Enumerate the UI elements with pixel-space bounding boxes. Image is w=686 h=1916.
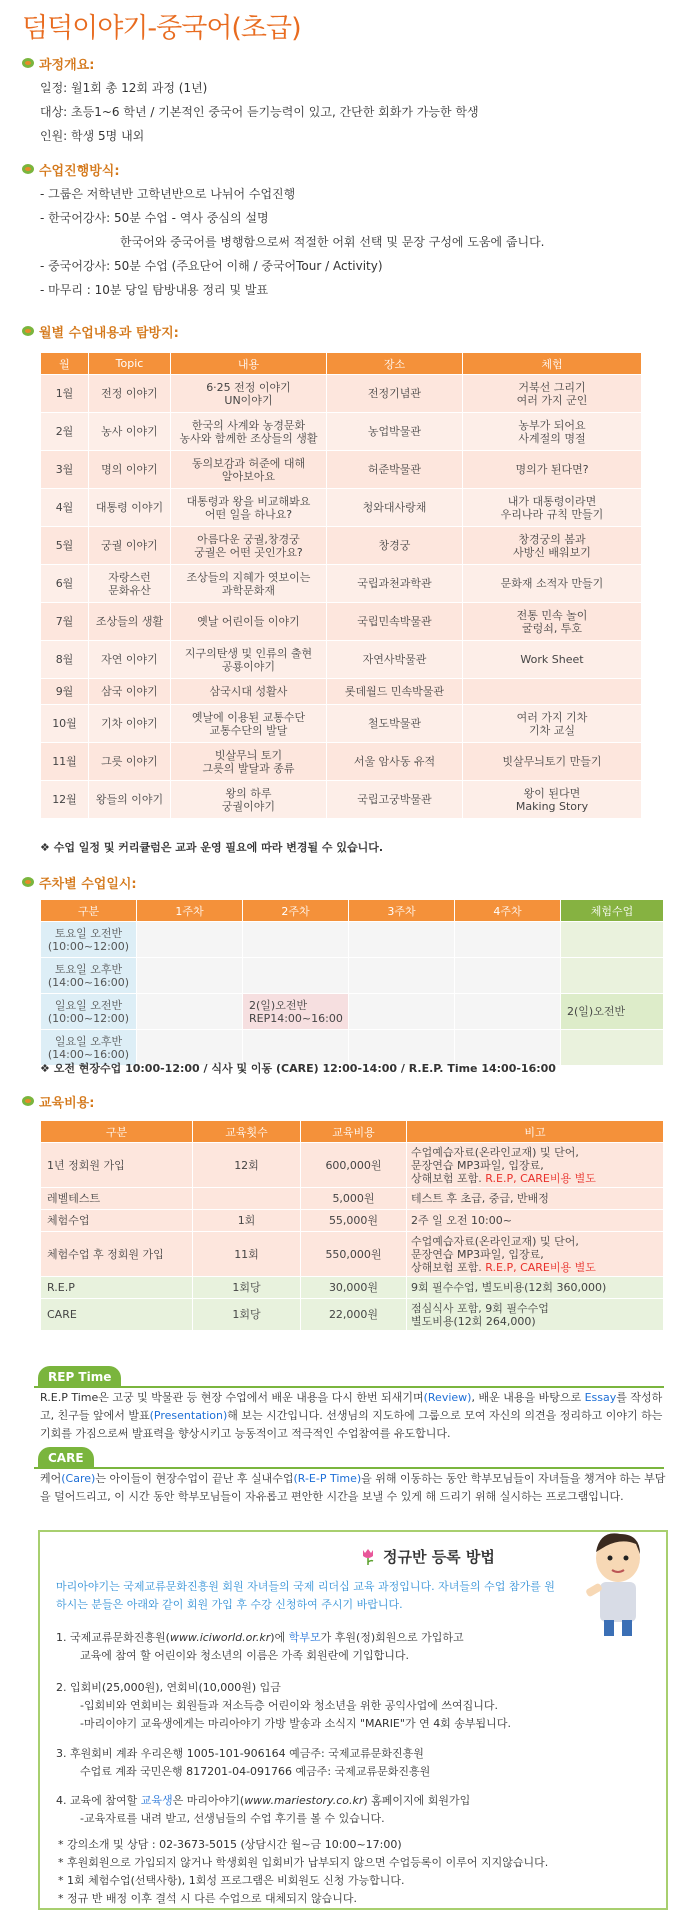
table-cell — [137, 922, 243, 958]
cost-section — [22, 1092, 94, 1110]
table-row — [41, 451, 642, 489]
care-paragraph: 케어(Care)는 아이들이 현장수업이 끝난 후 실내수업(R-E-P Time)을 위해 이동하는 동안 학부모님들이 자녀들을 챙겨야 하는 부담을 덜어드리고, 이 시간 동안 학부모님들이 자유롭고 편안한 시간을 보낼 수 있게 해 드리기 위해 실시하는 프로그램입니다. — [40, 1472, 666, 1503]
table-cell: 전정기념관 — [327, 375, 463, 413]
table-cell: 수업예습자료(온라인교재) 및 단어, 문장연습 MP3파일, 입장료, 상해보험 포함. R.E.P, CARE비용 별도 — [407, 1143, 664, 1188]
table-row — [41, 489, 642, 527]
table-row — [41, 679, 642, 705]
table-cell: 거북선 그리기 여러 가지 군인 — [463, 375, 642, 413]
table-header: 구분 — [41, 900, 137, 922]
table-cell: 롯데월드 민속박물관 — [327, 679, 463, 705]
table-cell: 농사 이야기 — [89, 413, 171, 451]
table-cell: 2(일)오전반 — [561, 994, 664, 1030]
table-header: 3주차 — [349, 900, 455, 922]
table-cell: 2월 — [41, 413, 89, 451]
registration-step-2: 2. 입회비(25,000원), 연회비(10,000원) 입금 -입회비와 연회비는 회원들과 저소득층 어린이와 청소년을 위한 공익사업에 쓰여집니다. -마리이야기 교육생에게는 마리아야기 가방 발송과 소식지 "MARIE"가 연 4회 송부됩니다. — [56, 1681, 511, 1730]
note-item: * 정규 반 배정 이후 결석 시 다른 수업으로 대체되지 않습니다. — [58, 1892, 357, 1905]
table-cell — [243, 958, 349, 994]
bullet-icon — [22, 1096, 34, 1106]
table-cell: 전정 이야기 — [89, 375, 171, 413]
table-row — [41, 958, 664, 994]
bullet-icon — [22, 164, 34, 174]
table-cell: 동의보감과 허준에 대해 알아보아요 — [171, 451, 327, 489]
table-cell: 일요일 오후반 (14:00~16:00) — [41, 1030, 137, 1066]
table-cell: 5,000원 — [301, 1188, 407, 1210]
table-cell: 3월 — [41, 451, 89, 489]
method-section — [22, 160, 545, 302]
table-row — [41, 781, 642, 819]
care-label: CARE — [38, 1447, 94, 1469]
weekly-section — [22, 873, 137, 891]
table-cell: 삼국시대 성활사 — [171, 679, 327, 705]
table-cell: 빗살무늬 토기 그릇의 발달과 종류 — [171, 743, 327, 781]
table-cell — [463, 679, 642, 705]
table-cell — [455, 958, 561, 994]
boy-illustration-icon — [576, 1528, 656, 1638]
method-line: - 한국어강사: 50분 수업 - 역사 중심의 설명 — [40, 211, 269, 225]
table-row — [41, 994, 664, 1030]
table-cell — [137, 958, 243, 994]
table-header: 장소 — [327, 353, 463, 375]
table-header: 1주차 — [137, 900, 243, 922]
overview-line: 대상: 초등1~6 학년 / 기본적인 중국어 듣기능력이 있고, 간단한 회화가 가능한 학생 — [40, 105, 479, 119]
note-item: * 1회 체험수업(선택사항), 1회성 프로그램은 비회원도 신청 가능합니다. — [58, 1874, 405, 1887]
table-cell: 아름다운 궁궐,창경궁 궁궐은 어떤 곳인가요? — [171, 527, 327, 565]
table-cell: 1회당 — [193, 1277, 301, 1299]
table-cell — [243, 922, 349, 958]
table-cell: 자연사박물관 — [327, 641, 463, 679]
weekly-heading: 주차별 수업일시: — [39, 876, 137, 892]
table-header: 내용 — [171, 353, 327, 375]
overview-section — [22, 54, 479, 148]
method-line: 한국어와 중국어를 병행함으로써 적절한 어휘 선택 및 문장 구성에 도움에 줍니다. — [120, 235, 545, 249]
note-item: * 후원회원으로 가입되지 않거나 학생회원 입회비가 납부되지 않으면 수업등록이 이루어 지지않습니다. — [58, 1856, 549, 1869]
table-cell: 철도박물관 — [327, 705, 463, 743]
table-cell: 일요일 오전반 (10:00~12:00) — [41, 994, 137, 1030]
table-cell: 55,000원 — [301, 1210, 407, 1232]
registration-title: 정규반 등록 방법 — [383, 1548, 495, 1566]
table-cell: 토요일 오전반 (10:00~12:00) — [41, 922, 137, 958]
table-cell: 창경궁의 봄과 사방신 배워보기 — [463, 527, 642, 565]
table-cell: 2주 일 오전 10:00~ — [407, 1210, 664, 1232]
table-row — [41, 413, 642, 451]
table-cell: 국립고궁박물관 — [327, 781, 463, 819]
table-cell: 8월 — [41, 641, 89, 679]
weekly-table — [40, 899, 664, 1066]
table-row — [41, 705, 642, 743]
table-cell — [349, 994, 455, 1030]
registration-step-3: 3. 후원회비 계좌 우리은행 1005-101-906164 예금주: 국제교류문화진흥원 수업료 계좌 국민은행 817201-04-091766 예금주: 국제교류문화진흥원 — [56, 1747, 431, 1778]
table-row — [41, 527, 642, 565]
table-cell: 궁궐 이야기 — [89, 527, 171, 565]
table-cell: Work Sheet — [463, 641, 642, 679]
monthly-note: ❖ 수업 일정 및 커리큘럼은 교과 운영 필요에 따라 변경될 수 있습니다. — [40, 841, 384, 854]
table-cell: 지구의탄생 및 인류의 출현 공룡이야기 — [171, 641, 327, 679]
table-cell: 11회 — [193, 1232, 301, 1277]
bullet-icon — [22, 326, 34, 336]
table-header: 2주차 — [243, 900, 349, 922]
divider — [34, 1386, 664, 1388]
table-cell: 1월 — [41, 375, 89, 413]
page-title: 덤덕이야기-중국어(초급) — [22, 13, 301, 44]
table-cell: 조상들의 지혜가 엿보이는 과학문화재 — [171, 565, 327, 603]
table-cell: 청와대사랑채 — [327, 489, 463, 527]
table-row — [41, 1277, 664, 1299]
table-cell: 내가 대통령이라면 우리나라 규칙 만들기 — [463, 489, 642, 527]
table-cell: 7월 — [41, 603, 89, 641]
table-cell: 1년 정회원 가입 — [41, 1143, 193, 1188]
table-cell: 레벨테스트 — [41, 1188, 193, 1210]
table-cell — [349, 958, 455, 994]
table-cell: 1회 — [193, 1210, 301, 1232]
table-row — [41, 743, 642, 781]
table-cell: 5월 — [41, 527, 89, 565]
table-cell: 6월 — [41, 565, 89, 603]
table-cell: 점심식사 포함, 9회 필수수업 별도비용(12회 264,000) — [407, 1299, 664, 1331]
bullet-icon — [22, 877, 34, 887]
table-cell: 서울 암사동 유적 — [327, 743, 463, 781]
table-cell: 9월 — [41, 679, 89, 705]
table-header: 체험수업 — [561, 900, 664, 922]
table-cell — [561, 922, 664, 958]
tulip-icon — [360, 1548, 376, 1566]
table-cell: 명의가 된다면? — [463, 451, 642, 489]
method-line: - 중국어강사: 50분 수업 (주요단어 이해 / 중국어Tour / Activity) — [40, 259, 383, 273]
table-cell: 체험수업 후 정회원 가입 — [41, 1232, 193, 1277]
table-cell: 허준박물관 — [327, 451, 463, 489]
table-cell: 기차 이야기 — [89, 705, 171, 743]
table-cell: 30,000원 — [301, 1277, 407, 1299]
table-cell — [193, 1188, 301, 1210]
overview-line: 인원: 학생 5명 내외 — [40, 129, 145, 143]
table-row — [41, 1210, 664, 1232]
table-row — [41, 1188, 664, 1210]
table-cell: 체험수업 — [41, 1210, 193, 1232]
table-cell: 조상들의 생활 — [89, 603, 171, 641]
table-cell: 국립민속박물관 — [327, 603, 463, 641]
table-cell — [349, 922, 455, 958]
table-cell: 자랑스런 문화유산 — [89, 565, 171, 603]
table-row — [41, 1232, 664, 1277]
table-header: 4주차 — [455, 900, 561, 922]
note-item: * 강의소개 및 상담 : 02-3673-5015 (상담시간 월~금 10:00~17:00) — [58, 1838, 402, 1851]
table-cell: 11월 — [41, 743, 89, 781]
rep-time-label: REP Time — [38, 1366, 121, 1388]
table-cell: 대통령과 왕을 비교해봐요 어떤 일을 하나요? — [171, 489, 327, 527]
table-header: 월 — [41, 353, 89, 375]
table-cell: 농업박물관 — [327, 413, 463, 451]
table-cell: 왕이 된다면 Making Story — [463, 781, 642, 819]
table-cell — [455, 994, 561, 1030]
table-row — [41, 565, 642, 603]
table-header: 체험 — [463, 353, 642, 375]
table-cell: 12월 — [41, 781, 89, 819]
table-row — [41, 641, 642, 679]
rep-paragraph: R.E.P Time은 고궁 및 박물관 등 현장 수업에서 배운 내용을 다시 한번 되새기며(Review), 배운 내용을 바탕으로 Essay를 작성하고, 친구들 앞에서 발표(Presentation)해 보는 시간입니다. 선생님의 지도하에 그룹으로 모여 자신의 의견을 정리하고 이야기 하는 기회를 가짐으로써 발표력을 향상시키고 능동적이고 적극적인 수업참여를 유도합니다. — [40, 1391, 663, 1440]
table-cell: 왕의 하루 궁궐이야기 — [171, 781, 327, 819]
overview-line: 일정: 월1회 총 12회 과정 (1년) — [40, 81, 208, 95]
table-cell — [455, 922, 561, 958]
table-cell: 창경궁 — [327, 527, 463, 565]
table-cell: 전통 민속 놀이 굴렁쇠, 투호 — [463, 603, 642, 641]
table-row — [41, 1143, 664, 1188]
table-cell — [561, 1030, 664, 1066]
table-cell: 테스트 후 초급, 중급, 반배정 — [407, 1188, 664, 1210]
divider — [34, 1467, 664, 1469]
table-row — [41, 603, 642, 641]
table-cell: 그릇 이야기 — [89, 743, 171, 781]
bullet-icon — [22, 58, 34, 68]
table-cell: 빗살무늬토기 만들기 — [463, 743, 642, 781]
table-cell: 옛날 어린이들 이야기 — [171, 603, 327, 641]
table-cell: 삼국 이야기 — [89, 679, 171, 705]
table-row — [41, 375, 642, 413]
table-row — [41, 922, 664, 958]
table-cell: 1회당 — [193, 1299, 301, 1331]
table-cell: 명의 이야기 — [89, 451, 171, 489]
monthly-section — [22, 322, 179, 340]
cost-heading: 교육비용: — [39, 1095, 95, 1111]
table-cell: 자연 이야기 — [89, 641, 171, 679]
registration-step-1: 1. 국제교류문화진흥원(www.iciworld.or.kr)에 학부모가 후원(정)회원으로 가입하고 교육에 참여 할 어린이와 청소년의 이름은 가족 회원란에 기입합니다. — [56, 1631, 464, 1662]
table-cell: 2(일)오전반 REP14:00~16:00 — [243, 994, 349, 1030]
method-line: - 그룹은 저학년반 고학년반으로 나뉘어 수업진행 — [40, 187, 296, 201]
method-heading: 수업진행방식: — [39, 163, 120, 179]
table-cell: R.E.P — [41, 1277, 193, 1299]
table-cell: 문화재 소적자 만들기 — [463, 565, 642, 603]
registration-intro: 마리아야기는 국제교류문화진흥원 회원 자녀들의 국제 리더십 교육 과정입니다. 자녀들의 수업 참가를 원하시는 분들은 아래와 같이 회원 가입 후 수강 신청하여 주시기 바랍니다. — [56, 1580, 555, 1611]
table-cell: 9회 필수수업, 별도비용(12회 360,000) — [407, 1277, 664, 1299]
table-cell — [137, 994, 243, 1030]
table-cell: 한국의 사계와 농경문화 농사와 함께한 조상들의 생활 — [171, 413, 327, 451]
table-cell: 10월 — [41, 705, 89, 743]
monthly-table — [40, 352, 642, 819]
overview-heading: 과정개요: — [39, 57, 95, 73]
table-header: 교육횟수 — [193, 1121, 301, 1143]
table-cell — [561, 958, 664, 994]
table-cell: 옛날에 이용된 교통수단 교통수단의 발달 — [171, 705, 327, 743]
weekly-note: ❖ 오전 현장수업 10:00-12:00 / 식사 및 이동 (CARE) 12:00-14:00 / R.E.P. Time 14:00-16:00 — [40, 1062, 556, 1075]
table-cell: 대통령 이야기 — [89, 489, 171, 527]
method-line: - 마무리 : 10분 당일 탐방내용 정리 및 발표 — [40, 283, 269, 297]
table-cell: 토요일 오후반 (14:00~16:00) — [41, 958, 137, 994]
registration-notes — [58, 1836, 548, 1908]
table-header: 비고 — [407, 1121, 664, 1143]
registration-step-4: 4. 교육에 참여할 교육생은 마리아야기(www.mariestory.co.kr) 홈페이지에 회원가입 -교육자료를 내려 받고, 선생님들의 수업 후기를 볼 수 있습니다. — [56, 1794, 471, 1825]
table-cell: 국립과천과학관 — [327, 565, 463, 603]
table-header: Topic — [89, 353, 171, 375]
monthly-heading: 월별 수업내용과 탐방지: — [39, 325, 179, 341]
table-header: 교육비용 — [301, 1121, 407, 1143]
table-cell: 수업예습자료(온라인교재) 및 단어, 문장연습 MP3파일, 입장료, 상해보험 포함. R.E.P, CARE비용 별도 — [407, 1232, 664, 1277]
cost-table — [40, 1120, 664, 1331]
table-cell: 22,000원 — [301, 1299, 407, 1331]
table-cell: 550,000원 — [301, 1232, 407, 1277]
table-cell: 6·25 전정 이야기 UN이야기 — [171, 375, 327, 413]
table-cell: 12회 — [193, 1143, 301, 1188]
table-cell: 농부가 되어요 사계절의 명절 — [463, 413, 642, 451]
table-cell: 4월 — [41, 489, 89, 527]
table-cell: 여러 가지 기차 기차 교실 — [463, 705, 642, 743]
table-cell: 600,000원 — [301, 1143, 407, 1188]
table-row — [41, 1299, 664, 1331]
table-header: 구분 — [41, 1121, 193, 1143]
table-cell: 왕들의 이야기 — [89, 781, 171, 819]
table-cell: CARE — [41, 1299, 193, 1331]
